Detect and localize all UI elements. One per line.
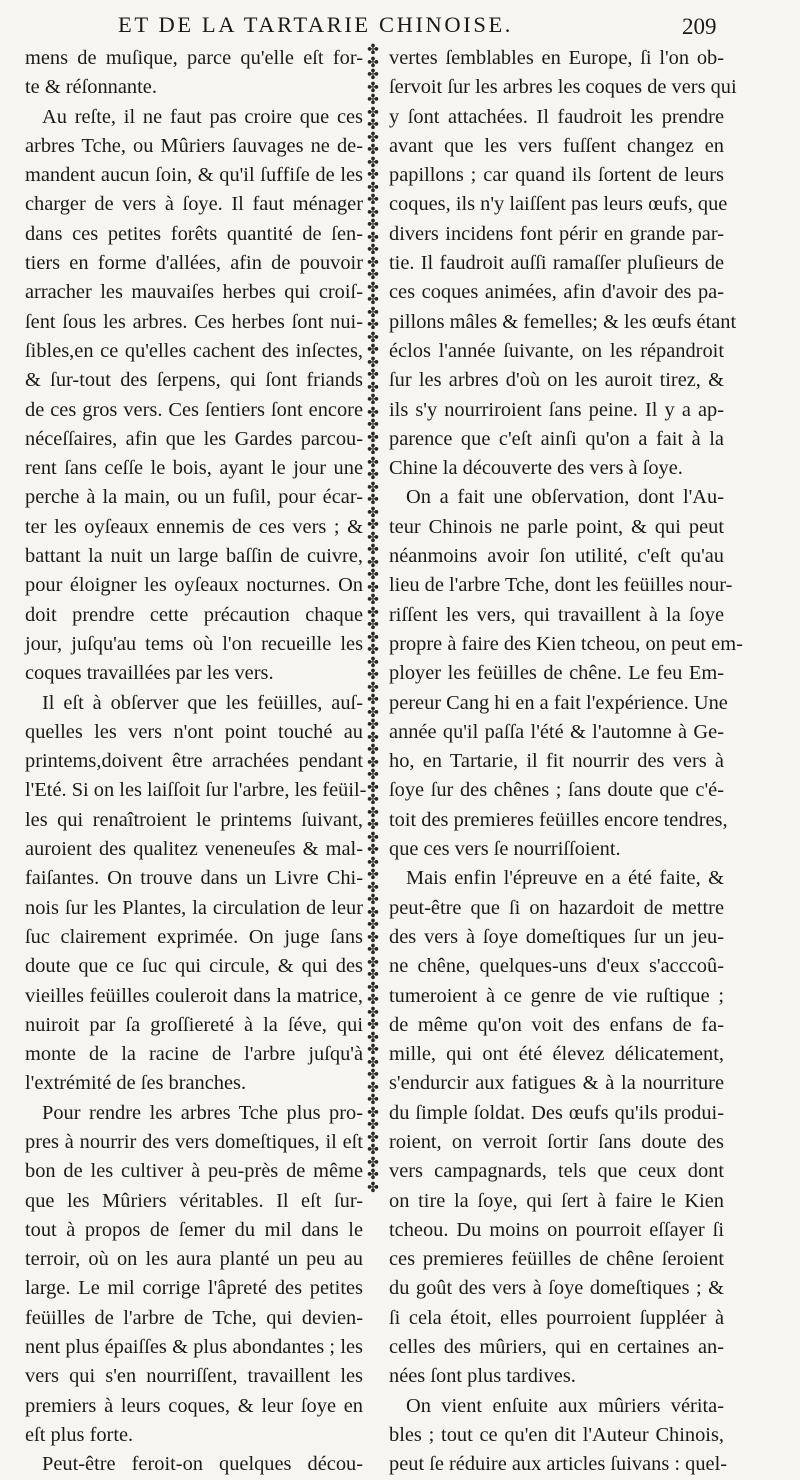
ornament-glyph: ✤ xyxy=(367,580,379,596)
ornament-glyph: ✤ xyxy=(367,330,379,346)
text-line: propre à faire des Kien tcheou, on peut em- xyxy=(389,632,743,655)
ornament-glyph: ✤ xyxy=(367,655,379,671)
right-column xyxy=(389,44,743,1480)
ornament-glyph: ✤ xyxy=(367,605,379,621)
ornament-glyph: ✤ xyxy=(367,155,379,171)
text-line: ces coques animées, afin d'avoir des pa- xyxy=(389,281,724,304)
text-line: Au reſte, il ne faut pas croire que ces xyxy=(42,105,363,128)
text-line: faiſantes. On trouve dans un Livre Chi- xyxy=(25,867,363,890)
text-line: avant que les vers fuſſent changez en xyxy=(389,134,724,157)
text-line: vers qui s'en nourriſſent, travaillent les xyxy=(25,1365,363,1388)
ornament-glyph: ✤ xyxy=(367,1168,379,1183)
text-line: que les Mûriers véritables. Il eſt ſur- xyxy=(25,1189,363,1212)
text-line: coques, ils n'y laiſſent pas leurs œufs, que xyxy=(389,193,728,216)
text-line: papillons ; car quand ils ſortent de leurs xyxy=(389,164,724,187)
text-line: battant la nuit un large baſſin de cuivre, xyxy=(25,545,363,568)
text-line: du goût des vers à ſoye domeſtiques ; & xyxy=(389,1277,724,1300)
ornament-glyph: ✤ xyxy=(367,205,379,221)
text-line: bles ; tout ce qu'en dit l'Auteur Chinois, xyxy=(389,1423,724,1446)
ornament-glyph: ✤ xyxy=(367,230,379,246)
text-line: tumeroient à ce genre de vie ruſtique ; xyxy=(389,984,724,1007)
ornament-glyph: ✤ xyxy=(367,893,379,908)
ornament-glyph: ✤ xyxy=(367,368,379,383)
text-line: ne chêne, quelques-uns d'eux s'acccoû- xyxy=(389,955,724,978)
text-line: rent ſans ceſſe le bois, ayant le jour une xyxy=(25,457,363,480)
text-line: ſent ſous les arbres. Ces herbes ſont nui- xyxy=(25,310,363,333)
text-line: parence que c'eſt ainſi qu'on a fait à la xyxy=(389,427,724,450)
page-header xyxy=(0,6,800,40)
ornament-glyph: ✤ xyxy=(367,718,379,733)
ornament-glyph: ✤ xyxy=(367,218,379,233)
ornament-glyph: ✤ xyxy=(367,968,379,983)
text-line: ſervoit ſur les arbres les coques de vers qui xyxy=(389,76,737,99)
text-line: coques travaillées par les vers. xyxy=(25,662,274,685)
text-line: l'Eté. Si on les laiſſoit ſur l'arbre, les feüil- xyxy=(25,779,367,802)
ornament-glyph: ✤ xyxy=(367,1055,379,1071)
text-line: auroient des qualitez veneneuſes & mal- xyxy=(25,838,363,861)
running-title: ET DE LA TARTARIE CHINOISE. xyxy=(118,12,514,37)
ornament-glyph: ✤ xyxy=(367,730,379,746)
text-line: néanmoins avoir ſon utilité, c'eſt qu'au xyxy=(389,545,724,568)
ornament-glyph: ✤ xyxy=(367,543,379,558)
ornament-glyph: ✤ xyxy=(367,780,379,796)
text-line: mandent aucun ſoin, & qu'il ſuffiſe de les xyxy=(25,164,363,187)
ornament-glyph: ✤ xyxy=(367,118,379,133)
ornament-glyph: ✤ xyxy=(367,755,379,771)
ornament-glyph: ✤ xyxy=(367,1130,379,1146)
ornament-glyph: ✤ xyxy=(367,318,379,333)
ornament-glyph: ✤ xyxy=(367,768,379,783)
ornament-glyph: ✤ xyxy=(367,530,379,546)
ornament-glyph: ✤ xyxy=(367,855,379,871)
text-line: les qui renaîtroient le printems ſuivant, xyxy=(25,808,363,831)
text-line: celles des mûriers, qui en certaines an- xyxy=(389,1336,724,1359)
ornament-glyph: ✤ xyxy=(367,268,379,283)
ornament-glyph: ✤ xyxy=(367,793,379,808)
ornament-glyph: ✤ xyxy=(367,680,379,696)
ornament-glyph: ✤ xyxy=(367,1068,379,1083)
text-line: de même qu'on voit des enfans de fa- xyxy=(389,1013,724,1036)
text-line: jour, juſqu'au tems où l'on recueille les xyxy=(25,632,363,655)
text-line: printems,doivent être arrachées pendant xyxy=(25,750,363,773)
text-line: ho, en Tartarie, il fit nourrir des vers à xyxy=(389,750,724,773)
text-line: premiers à leurs coques, & leur ſoye en xyxy=(25,1394,363,1417)
ornament-glyph: ✤ xyxy=(367,693,379,708)
ornament-glyph: ✤ xyxy=(367,480,379,496)
text-line: tout à propos de ſemer du mil dans le xyxy=(25,1218,363,1241)
ornament-glyph: ✤ xyxy=(367,393,379,408)
ornament-glyph: ✤ xyxy=(367,105,379,121)
text-line: toit des premieres feüilles encore tendres, xyxy=(389,808,728,831)
text-line: riſſent les vers, qui travaillent à la ſoye xyxy=(389,603,724,626)
ornament-glyph: ✤ xyxy=(367,805,379,821)
ornament-glyph: ✤ xyxy=(367,955,379,971)
text-line: bon de les cultiver à peu-près de même xyxy=(25,1160,363,1183)
ornament-glyph: ✤ xyxy=(367,443,379,458)
text-line: vertes ſemblables en Europe, ſi l'on ob- xyxy=(389,47,724,69)
ornament-glyph: ✤ xyxy=(367,818,379,833)
text-line: ils s'y nourriroient ſans peine. Il y a ap- xyxy=(389,398,724,421)
text-line: du ſimple ſoldat. Des œufs qu'ils produi- xyxy=(389,1101,724,1124)
ornament-glyph: ✤ xyxy=(367,455,379,471)
text-line: roient, on verroit ſortir ſans doute des xyxy=(389,1130,724,1153)
text-line: ſoye ſur des chênes ; ſans doute que c'é- xyxy=(389,779,724,802)
ornament-glyph: ✤ xyxy=(367,43,379,58)
ornament-glyph: ✤ xyxy=(367,1105,379,1121)
text-line: charger de vers à ſoye. Il faut ménager xyxy=(25,193,363,216)
ornament-glyph: ✤ xyxy=(367,430,379,446)
ornament-glyph: ✤ xyxy=(367,1030,379,1046)
left-column xyxy=(25,44,367,1480)
text-line: dans ces petites forêts quantité de ſen- xyxy=(25,222,363,245)
text-line: tiers en forme d'allées, afin de pouvoir xyxy=(25,252,363,275)
text-line: eſt plus forte. xyxy=(25,1423,134,1446)
ornament-glyph: ✤ xyxy=(367,518,379,533)
text-line: de ces gros vers. Ces ſentiers ſont encore xyxy=(25,398,363,421)
text-line: arracher les mauvaiſes herbes qui croiſ- xyxy=(25,281,363,304)
ornament-glyph: ✤ xyxy=(367,305,379,321)
text-line: éclos l'année ſuivante, on les répandroit xyxy=(389,339,724,362)
text-line: lieu de l'arbre Tche, dont les feüilles nour- xyxy=(389,574,733,597)
ornament-glyph: ✤ xyxy=(367,705,379,721)
ornament-glyph: ✤ xyxy=(367,905,379,921)
text-line: peut-être que ſi on hazardoit de mettre xyxy=(389,896,724,919)
text-line: on tire la ſoye, qui ſert à faire le Kien xyxy=(389,1189,724,1212)
ornament-glyph: ✤ xyxy=(367,1143,379,1158)
text-line: On a fait une obſervation, dont l'Au- xyxy=(406,486,724,509)
ornament-glyph: ✤ xyxy=(367,1018,379,1033)
ornament-glyph: ✤ xyxy=(367,943,379,958)
ornament-glyph: ✤ xyxy=(367,143,379,158)
text-line: doute que ce ſuc qui circule, & qui des xyxy=(25,955,363,978)
text-line: & ſur-tout des ſerpens, qui ſont friands xyxy=(25,369,363,392)
text-line: large. Le mil corrige l'âpreté des petites xyxy=(25,1277,363,1300)
ornament-glyph: ✤ xyxy=(367,1080,379,1096)
text-line: arbres Tche, ou Mûriers ſauvages ne de- xyxy=(25,134,363,157)
ornament-glyph: ✤ xyxy=(367,418,379,433)
text-line: ſi cela étoit, elles pourroient ſuppléer à xyxy=(389,1306,724,1329)
text-line: néceſſaires, afin que les Gardes parcou- xyxy=(25,427,363,450)
text-line: vers campagnards, tels que ceux dont xyxy=(389,1160,724,1183)
ornament-glyph: ✤ xyxy=(367,993,379,1008)
ornament-glyph: ✤ xyxy=(367,1093,379,1108)
ornament-glyph: ✤ xyxy=(367,630,379,646)
ornament-glyph: ✤ xyxy=(367,1155,379,1171)
ornament-glyph: ✤ xyxy=(367,405,379,421)
text-line: ployer les feüilles de chêne. Le feu Em- xyxy=(389,662,724,685)
text-line: teur Chinois ne parle point, & qui peut xyxy=(389,515,724,538)
text-line: ſuc clairement exprimée. On juge ſans xyxy=(25,925,363,948)
ornament-glyph: ✤ xyxy=(367,918,379,933)
ornament-glyph: ✤ xyxy=(367,255,379,271)
ornament-glyph: ✤ xyxy=(367,243,379,258)
text-line: année qu'il paſſa l'été & l'automne à Ge- xyxy=(389,720,724,743)
text-line: divers incidens font périr en grande par- xyxy=(389,222,724,245)
text-line: nées ſont plus tardives. xyxy=(389,1365,576,1388)
text-line: nent plus épaiſſes & plus abondantes ; les xyxy=(25,1336,363,1359)
text-line: terroir, où on les aura planté un peu au xyxy=(25,1248,363,1271)
ornament-glyph: ✤ xyxy=(367,468,379,483)
ornament-glyph: ✤ xyxy=(367,493,379,508)
text-line: doit prendre cette précaution chaque xyxy=(25,603,363,626)
ornament-glyph: ✤ xyxy=(367,193,379,208)
ornament-glyph: ✤ xyxy=(367,343,379,358)
ornament-glyph: ✤ xyxy=(367,643,379,658)
text-line: nois ſur les Plantes, la circulation de leur xyxy=(25,896,363,919)
text-line: pour éloigner les oyſeaux nocturnes. On xyxy=(25,574,363,597)
text-line: feüilles de l'arbre de Tche, qui devien- xyxy=(25,1306,363,1329)
text-line: Pour rendre les arbres Tche plus pro- xyxy=(42,1101,363,1124)
ornament-glyph: ✤ xyxy=(367,830,379,846)
ornament-glyph: ✤ xyxy=(367,980,379,996)
ornament-glyph: ✤ xyxy=(367,555,379,571)
text-line: peut ſe réduire aux articles ſuivans : quel- xyxy=(389,1453,728,1476)
ornament-glyph: ✤ xyxy=(367,668,379,683)
ornament-glyph: ✤ xyxy=(367,1043,379,1058)
ornament-glyph: ✤ xyxy=(367,843,379,858)
text-line: que ces vers ſe nourriſſoient. xyxy=(389,838,621,861)
ornament-glyph: ✤ xyxy=(367,568,379,583)
ornament-glyph: ✤ xyxy=(367,280,379,296)
text-line: ces premieres feüilles de chêne ſeroient xyxy=(389,1248,724,1271)
text-line: pillons mâles & femelles; & les œufs étant xyxy=(389,310,737,333)
text-line: ter les oyſeaux ennemis de ces vers ; & xyxy=(25,515,363,538)
ornament-glyph: ✤ xyxy=(367,293,379,308)
text-line: mens de muſique, parce qu'elle eſt for- xyxy=(25,47,363,69)
ornament-glyph: ✤ xyxy=(367,1118,379,1133)
ornament-glyph: ✤ xyxy=(367,93,379,108)
ornament-glyph: ✤ xyxy=(367,68,379,83)
ornament-glyph: ✤ xyxy=(367,1180,379,1196)
text-line: mille, qui ont été élevez délicatement, xyxy=(389,1043,724,1066)
text-line: s'endurcir aux fatigues & à la nourriture xyxy=(389,1072,724,1095)
text-line: vieilles feüilles couleroit dans la matrice, xyxy=(25,984,363,1007)
text-line: nuiroit par ſa groſſiereté à la ſéve, qui xyxy=(25,1013,363,1036)
text-line: tcheou. Du moins on pourroit eſſayer ſi xyxy=(389,1218,724,1241)
ornament-glyph: ✤ xyxy=(367,880,379,896)
text-line: tie. Il faudroit auſſi ramaſſer pluſieurs de xyxy=(389,252,724,275)
text-line: pereur Cang hi en a fait l'expérience. Une xyxy=(389,691,728,714)
ornament-glyph: ✤ xyxy=(367,55,379,71)
ornament-glyph: ✤ xyxy=(367,505,379,521)
text-line: te & réſonnante. xyxy=(25,76,157,99)
ornament-glyph: ✤ xyxy=(367,930,379,946)
ornament-glyph: ✤ xyxy=(367,593,379,608)
text-line: Peut-être feroit-on quelques décou- xyxy=(42,1453,363,1476)
text-line: Mais enfin l'épreuve en a été faite, & xyxy=(406,867,724,890)
text-line: Il eſt à obſerver que les feüilles, auſ- xyxy=(42,691,363,714)
text-line: pres à nourrir des vers domeſtiques, il eſt xyxy=(25,1130,363,1153)
text-line: des vers à ſoye domeſtiques ſur un jeu- xyxy=(389,925,724,948)
text-line: ſur les arbres d'où on les auroit tirez, & xyxy=(389,369,724,392)
ornament-glyph: ✤ xyxy=(367,80,379,96)
ornament-glyph: ✤ xyxy=(367,868,379,883)
ornament-glyph: ✤ xyxy=(367,380,379,396)
text-line: l'extrémité de ſes branches. xyxy=(25,1072,247,1095)
ornament-glyph: ✤ xyxy=(367,168,379,183)
text-line: Chine la découverte des vers à ſoye. xyxy=(389,457,683,480)
text-line: On vient enſuite aux mûriers vérita- xyxy=(406,1394,724,1417)
text-line: quelles les vers n'ont point touché au xyxy=(25,720,363,743)
text-line: monte de la racine de l'arbre juſqu'à xyxy=(25,1043,363,1066)
text-line: ſibles,en ce qu'elles cachent des inſectes, xyxy=(25,339,363,362)
ornament-glyph: ✤ xyxy=(367,1005,379,1021)
ornament-glyph: ✤ xyxy=(367,618,379,633)
text-line: y ſont attachées. Il faudroit les prendre xyxy=(389,105,724,128)
ornament-glyph: ✤ xyxy=(367,355,379,371)
text-line: perche à la main, ou un fuſil, pour écar- xyxy=(25,486,363,509)
ornament-glyph: ✤ xyxy=(367,743,379,758)
ornament-glyph: ✤ xyxy=(367,180,379,196)
page-number: 209 xyxy=(682,14,717,39)
ornamental-column-divider xyxy=(364,43,382,1196)
ornament-glyph: ✤ xyxy=(367,130,379,146)
